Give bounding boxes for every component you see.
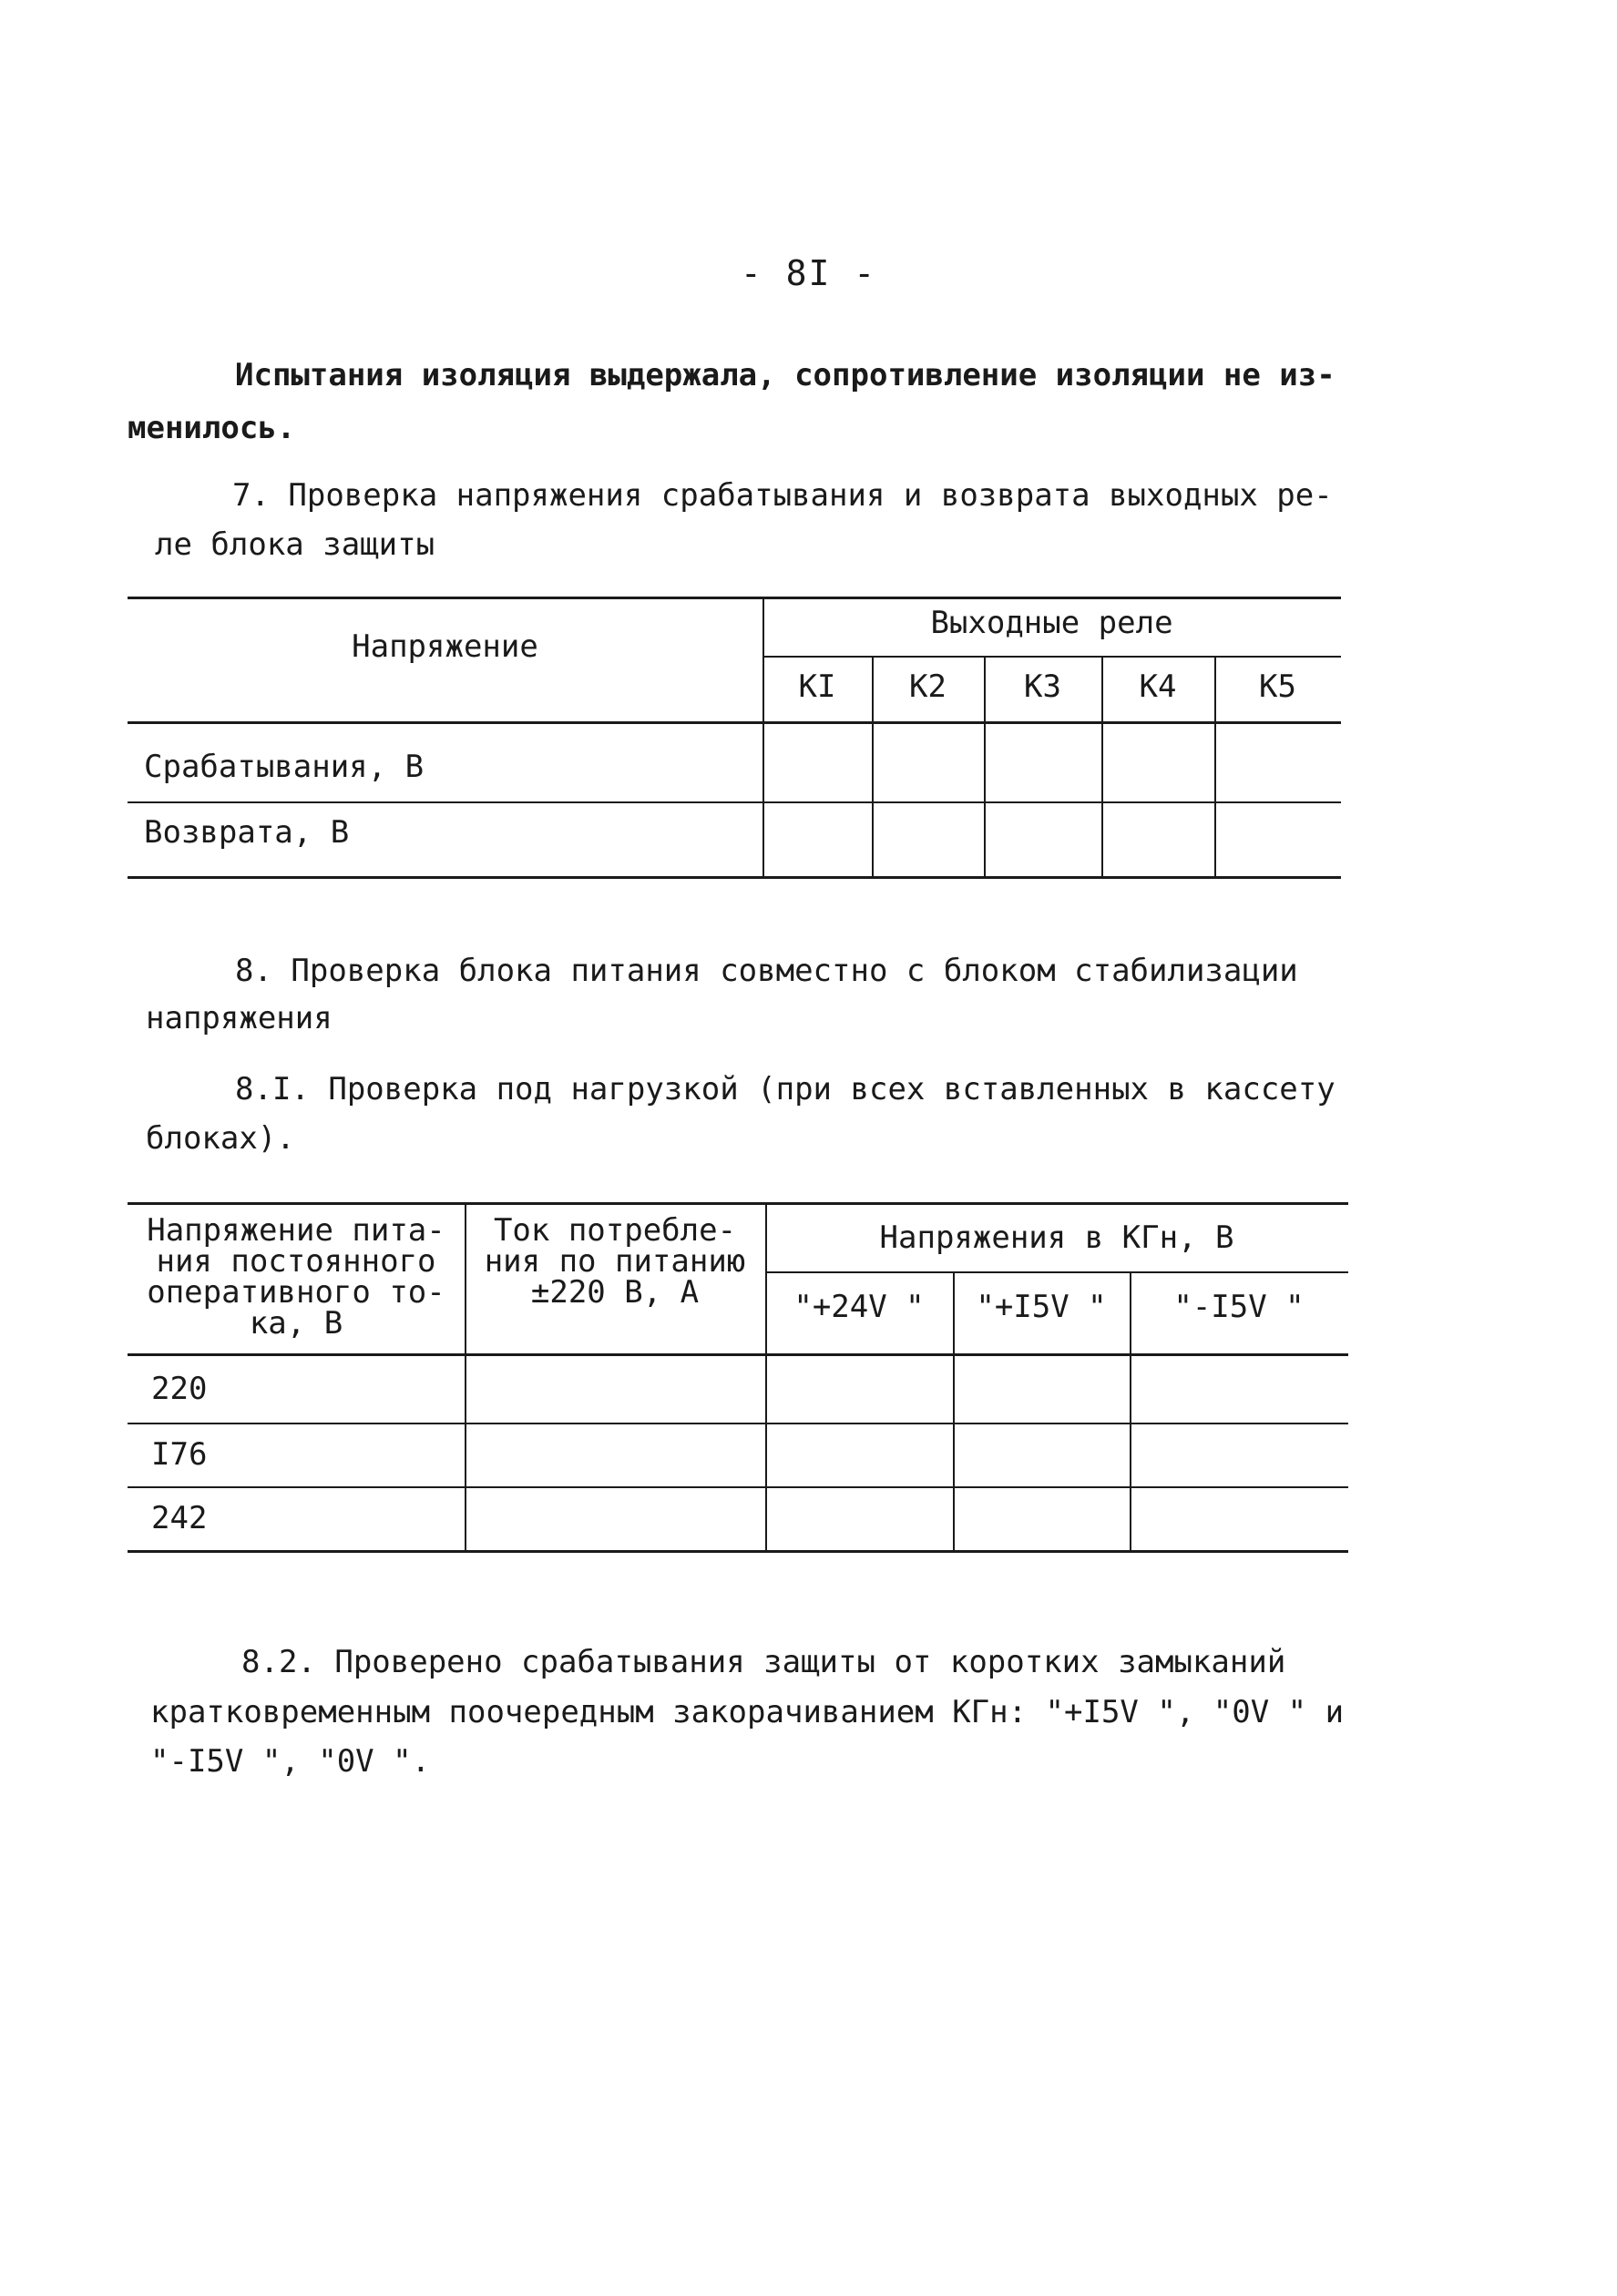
table1-row-label-return: Возврата, В <box>144 814 350 851</box>
page-number: - 8I - <box>740 253 877 293</box>
table2-header-plus-24v: "+24V " <box>793 1289 925 1325</box>
section-8-1-heading-cont <box>146 1113 295 1164</box>
table2-col2-line-2: ния по питанию <box>484 1243 746 1280</box>
section-8-1-line-1: 8.I. Проверка под нагрузкой (при всех вставленных в кассету <box>235 1071 1336 1107</box>
table2-header-group-voltages: Напряжения в КГн, В <box>879 1219 1234 1256</box>
section-8-heading-cont <box>146 993 333 1044</box>
power-supply-table <box>128 1202 1348 1562</box>
table2-row-242: 242 <box>151 1500 208 1536</box>
table2-row-220: 220 <box>151 1371 208 1407</box>
section-8-2-line-3: "-I5V ", "0V ". <box>150 1743 431 1780</box>
section-8-2-line-2: кратковременным поочередным закорачиванием КГн: "+I5V ", "0V " и <box>150 1694 1345 1730</box>
relay-k5-header: К5 <box>1259 668 1296 705</box>
relay-k3-header: К3 <box>1024 668 1061 705</box>
section-8-line-2: напряжения <box>146 1000 333 1036</box>
table1-row-label-pickup: Срабатывания, В <box>144 749 425 785</box>
table2-header-supply-voltage <box>128 1212 465 1342</box>
relay-k1-header: КI <box>798 668 836 705</box>
intro-paragraph-cont <box>128 403 295 454</box>
intro-line-1: Испытания изоляция выдержала, сопротивление изоляции не из- <box>235 357 1336 393</box>
relay-k2-header: К2 <box>909 668 947 705</box>
table2-col1-line-3: оперативного то- <box>147 1274 445 1311</box>
section-7-line-1: 7. Проверка напряжения срабатывания и возврата выходных ре- <box>232 477 1333 514</box>
section-7-heading <box>232 470 1333 521</box>
section-8-1-line-2: блоках). <box>146 1120 295 1157</box>
relay-voltage-table <box>128 597 1341 881</box>
table2-col1-line-1: Напряжение пита- <box>147 1212 445 1249</box>
section-7-line-2: ле блока защиты <box>155 526 435 563</box>
section-8-2-line-1: 8.2. Проверено срабатывания защиты от коротких замыканий <box>241 1644 1286 1680</box>
table2-col2-line-3: ±220 В, А <box>530 1274 700 1311</box>
intro-line-2: менилось. <box>128 410 296 446</box>
table2-header-plus-15v: "+I5V " <box>976 1289 1107 1325</box>
table2-col1-line-4: ка, В <box>249 1305 343 1342</box>
table2-header-minus-15v: "-I5V " <box>1173 1289 1305 1325</box>
table2-header-current <box>465 1212 765 1311</box>
relay-k4-header: К4 <box>1139 668 1177 705</box>
table1-header-voltage: Напряжение <box>352 628 538 665</box>
section-7-heading-cont <box>155 519 435 570</box>
section-8-2-paragraph-cont-2 <box>150 1736 430 1787</box>
table2-row-176: I76 <box>151 1436 208 1473</box>
section-8-heading <box>235 945 1298 996</box>
section-8-1-heading <box>235 1064 1336 1115</box>
section-8-2-paragraph-cont <box>150 1687 1344 1738</box>
section-8-line-1: 8. Проверка блока питания совместно с блоком стабилизации <box>235 953 1298 989</box>
section-8-2-paragraph <box>241 1637 1285 1688</box>
table1-header-output-relays: Выходные реле <box>930 605 1173 641</box>
table2-col1-line-2: ния постоянного <box>156 1243 436 1280</box>
table2-col2-line-1: Ток потребле- <box>493 1212 737 1249</box>
intro-paragraph <box>235 350 1336 401</box>
